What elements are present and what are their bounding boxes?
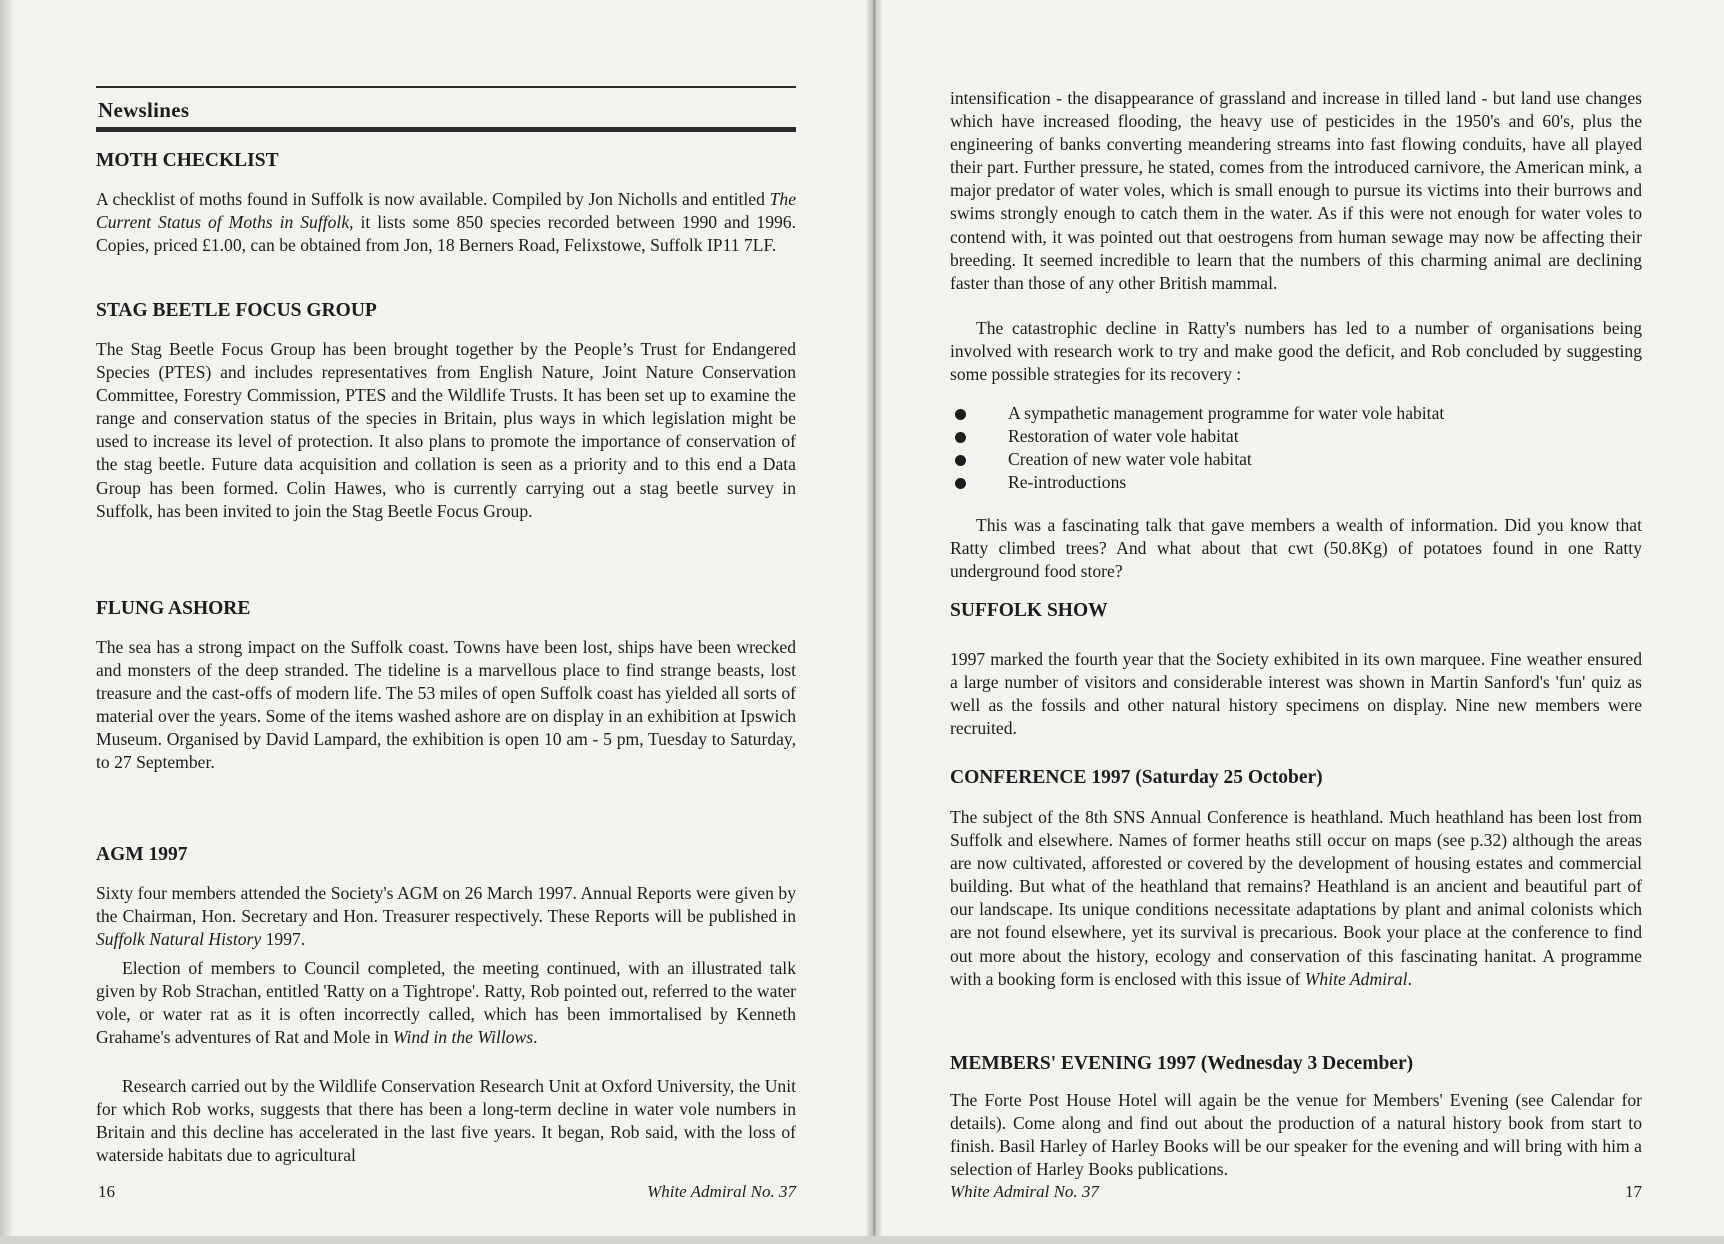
agm-heading: AGM 1997 <box>96 844 188 865</box>
show-heading: SUFFOLK SHOW <box>950 600 1108 621</box>
ratty-continued-paragraph-3: This was a fascinating talk that gave members a wealth of information. Did you know that Ratty climbed trees? And what about that cwt (50.8Kg) of potatoes found in one Ratty underground food store? <box>950 515 1642 582</box>
strategy-text: A sympathetic management programme for water vole habitat <box>1008 403 1445 423</box>
left-page <box>96 0 796 1244</box>
left-footer-publication <box>647 1182 796 1202</box>
conference-heading: CONFERENCE 1997 (Saturday 25 October) <box>950 767 1323 788</box>
left-page-number: 16 <box>98 1182 115 1201</box>
agm-text-a: Sixty four members attended the Society's AGM on 26 March 1997. Annual Reports were given by the Chairman, Hon. Secretary and Hon. Treasurer respectively. These Reports will be published in <box>96 883 796 927</box>
conference-text-a: The subject of the 8th SNS Annual Conference is heathland. Much heathland has been lost from Suffolk and elsewhere. Names of former heaths still occur on maps (see p.32) although the areas are now cultivated, afforested or covered by the development of housing estates and commercial building. But what of the heathland that remains? Heathland is an ancient and beautiful part of our landscape. Its unique conditions necessitate adaptations by plant and animal colonists which are not found elsewhere, yet its survival is precarious. Book your place at the conference to find out more about the history, ecology and conservation of this fascinating hanitat. A programme with a booking form is enclosed with this issue of <box>950 807 1642 989</box>
flung-heading: FLUNG ASHORE <box>96 598 251 619</box>
agm-book-title: Wind in the Willows <box>392 1027 534 1048</box>
moth-paragraph <box>96 188 796 257</box>
right-footer-publication <box>950 1182 1099 1202</box>
stag-paragraph: The Stag Beetle Focus Group has been brought together by the People’s Trust for Endangered Species (PTES) and includes representatives from English Nature, Joint Nature Conservation Committee, Forestry Commission, PTES and the Wildlife Trusts. It has been set up to examine the range and conservation status of the species in Britain, plus ways in which legislation might be used to increase its level of protection. It also plans to promote the importance of conservation of the stag beetle. Future data acquisition and collation is seen as a priority and to this end a Data Group has been formed. Colin Hawes, who is currently carrying out a stag beetle survey in Suffolk, has been invited to join the Stag Beetle Focus Group. <box>96 339 796 521</box>
strategy-item <box>950 448 1444 471</box>
left-footer-publication-text: White Admiral No. 37 <box>647 1182 796 1201</box>
page-edge-shadow <box>0 0 12 1244</box>
agm-paragraph-2 <box>96 957 796 1049</box>
strategy-item <box>950 471 1444 494</box>
moth-heading: MOTH CHECKLIST <box>96 150 279 171</box>
agm-publication-title: Suffolk Natural History <box>96 929 262 950</box>
members-heading: MEMBERS' EVENING 1997 (Wednesday 3 December) <box>950 1053 1414 1074</box>
moth-text-b: , it lists some 850 species recorded between 1990 and 1996. Copies, priced £1.00, can be obtained from Jon, 18 Berners Road, Felixstowe, Suffolk IP11 7LF. <box>96 212 796 256</box>
section-label: Newslines <box>98 98 190 122</box>
book-gutter <box>866 0 882 1244</box>
conference-publication-title: White Admiral <box>1304 968 1408 989</box>
right-footer-publication-text: White Admiral No. 37 <box>950 1182 1099 1201</box>
strategies-list <box>950 402 1444 494</box>
bullet-icon <box>955 478 966 489</box>
agm-paragraph-1 <box>96 882 796 951</box>
right-page-number: 17 <box>1625 1182 1642 1201</box>
bullet-icon <box>955 432 966 443</box>
moth-publication-title: The Current Status of Moths in Suffolk <box>96 189 796 233</box>
agm-p2-text-b: . <box>533 1027 538 1048</box>
bullet-icon <box>955 455 966 466</box>
strategy-text: Restoration of water vole habitat <box>1008 426 1239 446</box>
bullet-icon <box>955 409 966 420</box>
conference-paragraph <box>950 806 1642 991</box>
ratty-continued-paragraph-2: The catastrophic decline in Ratty's numbers has led to a number of organisations being involved with research work to try and make good the deficit, and Rob concluded by suggesting some possible strategies for its recovery : <box>950 318 1642 385</box>
moth-text-a: A checklist of moths found in Suffolk is now available. Compiled by Jon Nicholls and entitled <box>96 189 770 209</box>
conference-text-b: . <box>1407 968 1412 989</box>
strategy-text: Re-introductions <box>1008 472 1127 492</box>
strategy-item <box>950 402 1444 425</box>
agm-p2-text-a: Election of members to Council completed, the meeting continued, with an illustrated talk given by Rob Strachan, entitled 'Ratty on a Tightrope'. Ratty, Rob pointed out, referred to the water vole, or water rat as it is often incorrectly called, which has been immortalised by Kenneth Grahame's adventures of Rat and Mole in <box>96 958 796 1048</box>
agm-text-b: 1997. <box>261 929 306 950</box>
members-paragraph: The Forte Post House Hotel will again be the venue for Members' Evening (see Calendar for details). Come along and find out about the production of a natural history book from start to finish. Basil Harley of Harley Books will be our speaker for the evening and will bring with him a selection of Harley Books publications. <box>950 1090 1642 1180</box>
strategy-item <box>950 425 1444 448</box>
header-rule-bottom <box>96 127 796 132</box>
stag-heading: STAG BEETLE FOCUS GROUP <box>96 300 377 321</box>
right-page <box>950 0 1642 1244</box>
show-paragraph: 1997 marked the fourth year that the Society exhibited in its own marquee. Fine weather ensured a large number of visitors and considerable interest was shown in Martin Sanford's 'fun' quiz as well as the fossils and other natural history specimens on display. Nine new members were recruited. <box>950 649 1642 739</box>
strategy-text: Creation of new water vole habitat <box>1008 449 1252 469</box>
agm-paragraph-3: Research carried out by the Wildlife Conservation Research Unit at Oxford University, the Unit for which Rob works, suggests that there has been a long-term decline in water vole numbers in Britain and this decline has accelerated in the last five years. It began, Rob said, with the loss of waterside habitats due to agricultural <box>96 1076 796 1166</box>
flung-paragraph: The sea has a strong impact on the Suffolk coast. Towns have been lost, ships have been wrecked and monsters of the deep stranded. The tideline is a marvellous place to find strange beasts, lost treasure and the cast-offs of modern life. The 53 miles of open Suffolk coast has yielded all sorts of material over the years. Some of the items washed ashore are on display in an exhibition at Ipswich Museum. Organised by David Lampard, the exhibition is open 10 am - 5 pm, Tuesday to Saturday, to 27 September. <box>96 637 796 773</box>
ratty-continued-paragraph-1: intensification - the disappearance of grassland and increase in tilled land - but land use changes which have increased flooding, the heavy use of pesticides in the 1950's and 60's, plus the engineering of banks converting meandering streams into fast flowing conduits, have all played their part. Further pressure, he stated, comes from the introduced carnivore, the American mink, a major predator of water voles, which is small enough to pursue its victims into their burrows and swims strongly enough to catch them in the water. As if this were not enough for water voles to contend with, it was pointed out that oestrogens from human sewage may now be affecting their breeding. It seemed incredible to learn that the numbers of this charming animal are declining faster than those of any other British mammal. <box>950 88 1642 293</box>
header-rule-top <box>96 86 796 88</box>
